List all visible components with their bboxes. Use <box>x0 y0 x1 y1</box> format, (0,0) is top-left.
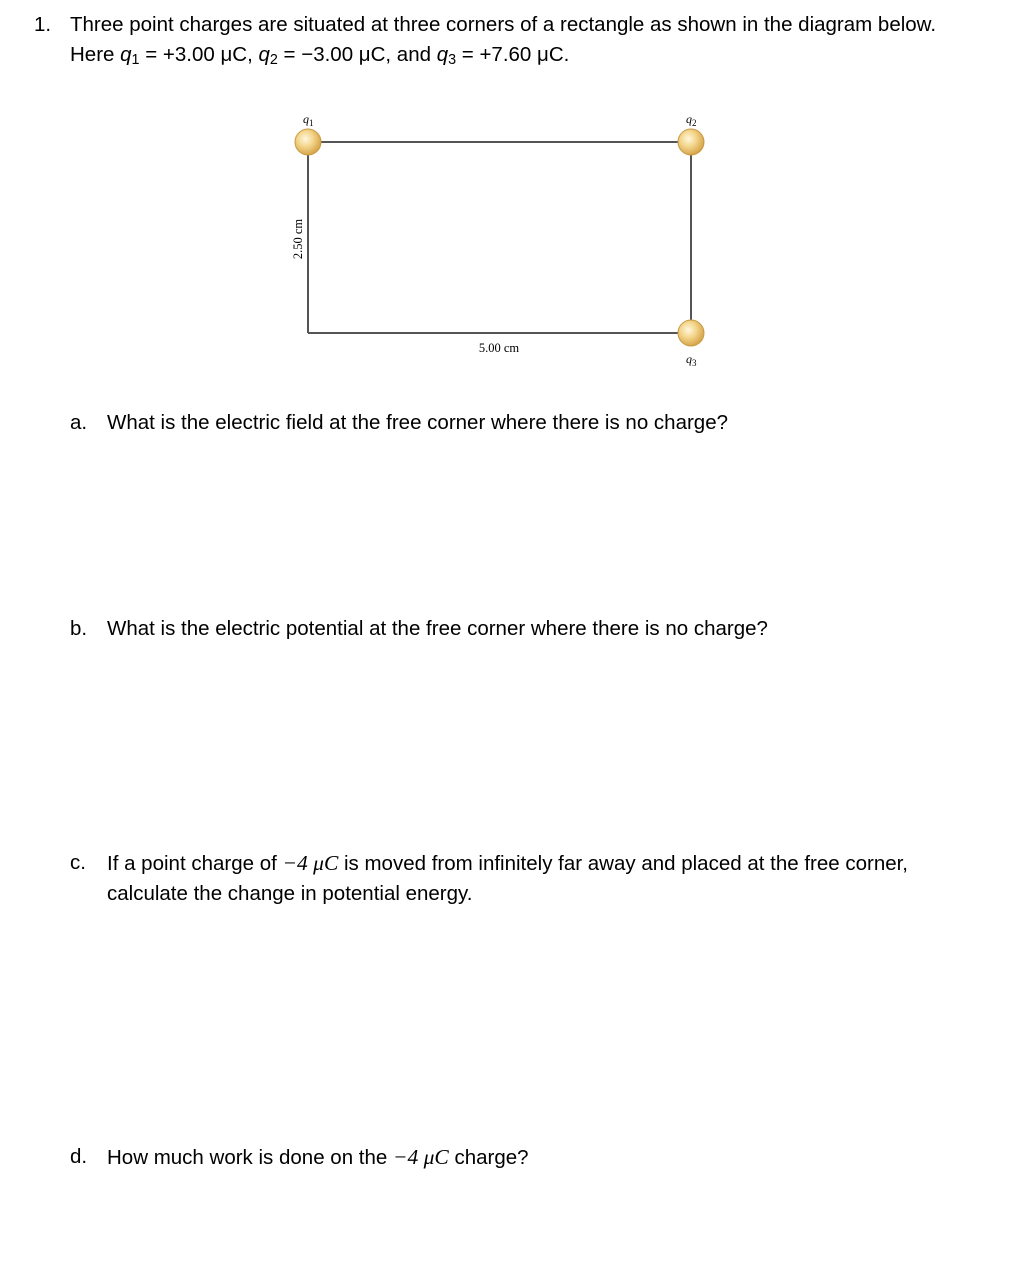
width-label: 5.00 cm <box>478 341 520 355</box>
part-c-letter: c. <box>70 851 86 874</box>
part-b-letter: b. <box>70 617 88 640</box>
part-a-text: What is the electric field at the free corner where there is no charge? <box>107 411 729 434</box>
q2-value: = −3.00 μC, and <box>277 43 437 66</box>
q2-symbol: q <box>258 43 270 66</box>
charge-q3 <box>678 320 704 346</box>
part-d-letter: d. <box>70 1145 88 1168</box>
q2-label: $q_2$ <box>686 112 697 128</box>
q1-label: $q_1$ <box>303 112 314 128</box>
part-d-charge: −4 μC <box>393 1145 449 1169</box>
q3-value: = +7.60 μC. <box>456 43 570 66</box>
q3-subscript: 3 <box>448 52 457 69</box>
charge-q2 <box>678 129 704 155</box>
q3-label: $q_3$ <box>686 352 697 368</box>
part-b-text: What is the electric potential at the free corner where there is no charge? <box>107 617 768 640</box>
height-label: 2.50 cm <box>291 218 305 260</box>
part-c-text: If a point charge of −4 μC is moved from infinitely far away and placed at the free corner, calculate the change in potential energy. <box>107 851 909 905</box>
stem-text: Three point charges are situated at three corners of a rectangle as shown in the diagram below. Here <box>70 13 937 66</box>
q1-symbol: q <box>120 43 132 66</box>
rectangle-outline <box>308 142 691 333</box>
part-d-text: How much work is done on the −4 μC charge? <box>107 1145 529 1169</box>
rectangle-diagram <box>0 0 1012 400</box>
q1-subscript: 1 <box>131 52 140 69</box>
part-a-letter: a. <box>70 411 88 434</box>
part-c-charge: −4 μC <box>282 851 339 875</box>
q2-subscript: 2 <box>269 52 278 69</box>
q1-value: = +3.00 μC, <box>139 43 259 66</box>
charge-q1 <box>295 129 321 155</box>
problem-number: 1. <box>34 13 52 36</box>
q3-symbol: q <box>436 43 449 66</box>
